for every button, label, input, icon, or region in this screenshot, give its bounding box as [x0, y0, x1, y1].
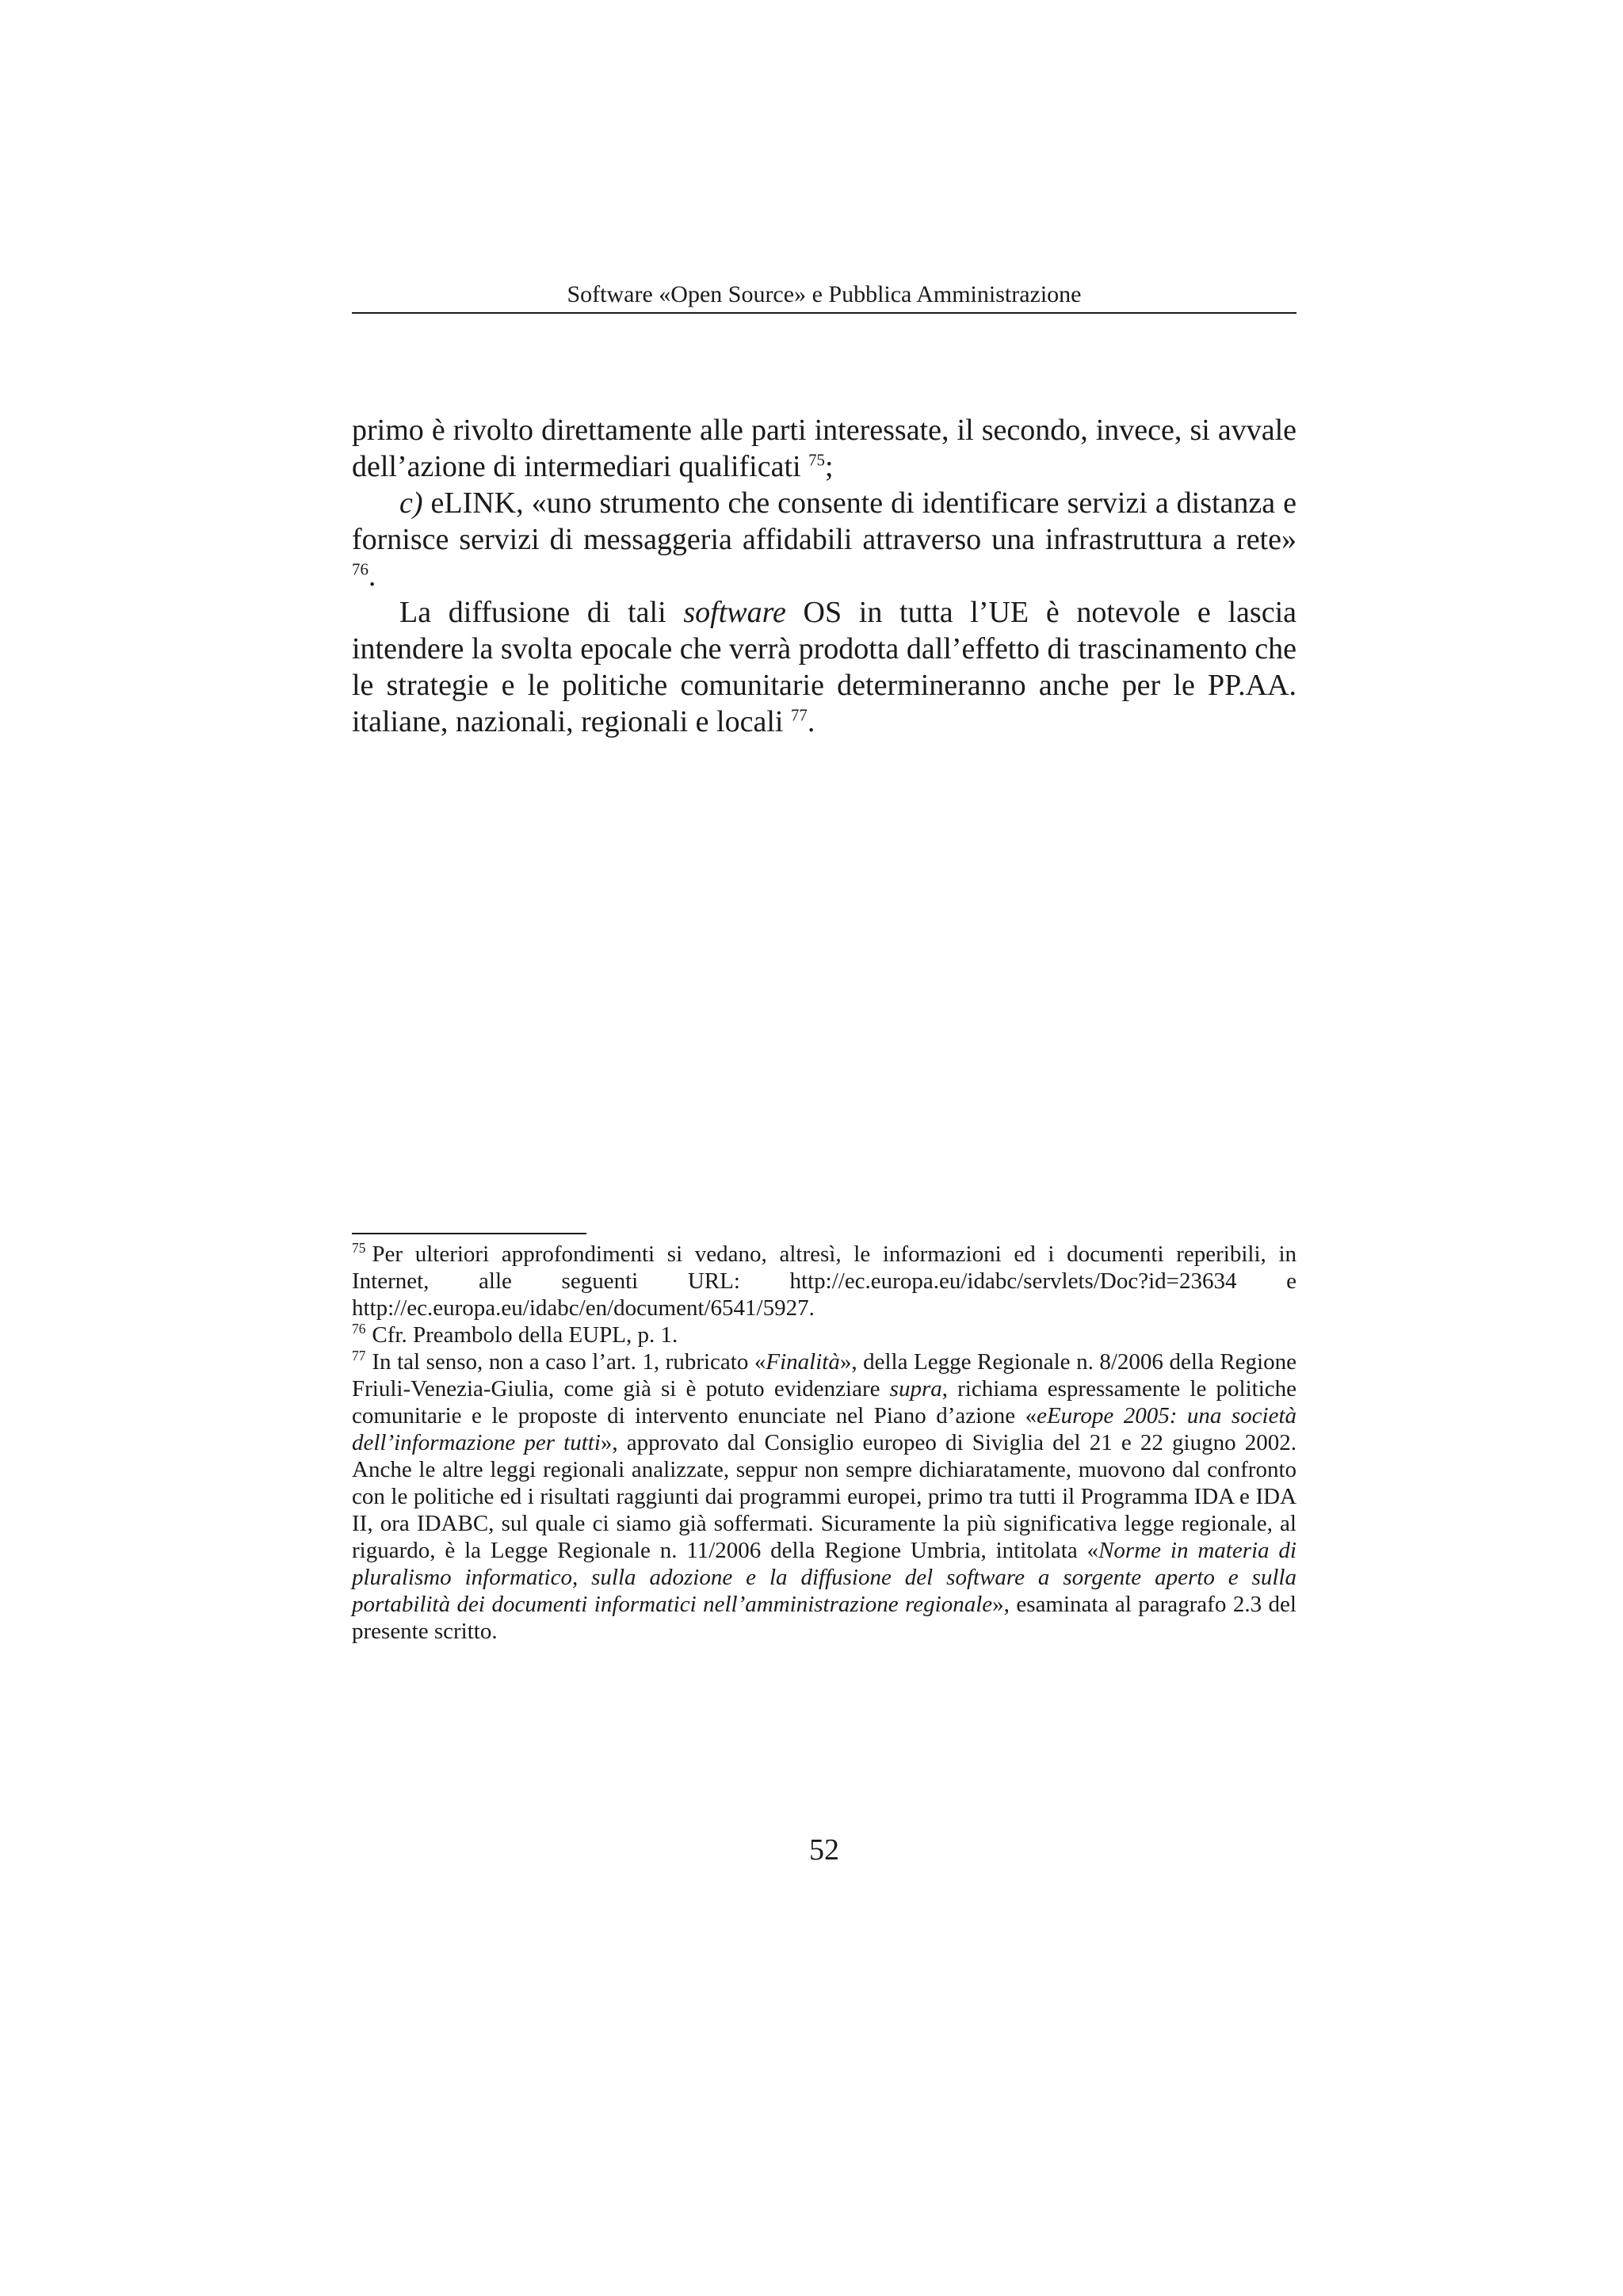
footnote-77: [352, 1348, 1296, 1645]
paragraph-3: [352, 594, 1296, 740]
running-header: Software «Open Source» e Pubblica Amministrazione: [567, 281, 1082, 307]
paragraph-2-tail: .: [368, 559, 376, 593]
paragraph-1: [352, 412, 1296, 485]
footnote-ref-75: 75: [808, 450, 825, 470]
paragraph-3-tail: .: [807, 705, 815, 738]
footnote-text: Per ulteriori approfondimenti si vedano, altresì, le informazioni ed i documenti reperibili, in Internet, alle seguenti URL: http://ec.europa.eu/idabc/servlets/Doc?id=23634 e http://ec.europa.eu/idabc/en/document/6541/5927.: [352, 1241, 1296, 1321]
page-number: 52: [809, 1833, 839, 1867]
footnote-text: In tal senso, non a caso l’art. 1, rubricato «: [372, 1349, 766, 1375]
footnotes: [352, 1241, 1296, 1645]
paragraph-1-tail: ;: [824, 450, 834, 483]
footnote-separator: [352, 1233, 586, 1234]
footnote-ref-76: 76: [352, 559, 369, 579]
footnote-italic: eEurope 2005: una società dell’informazione per tutti: [352, 1403, 1297, 1455]
footnote-ref-77: 77: [790, 705, 808, 725]
footnote-text: », della Legge Regionale n. 8/2006 della Regione Friuli-Venezia-Giulia, come già si è potuto evidenziare: [352, 1349, 1296, 1402]
paragraph-2: [352, 485, 1296, 594]
paragraph-3-italic: software: [683, 596, 786, 629]
header-rule: [352, 312, 1296, 314]
footnote-number: 75: [352, 1240, 366, 1257]
footnote-76: [352, 1322, 1296, 1348]
footnote-italic: Norme in materia di pluralismo informatico, sulla adozione e la diffusione del software a sorgente aperto e sulla portabilità dei documenti informatici nell’amministrazione regionale: [352, 1538, 1296, 1617]
paragraph-2-text: eLINK, «uno strumento che consente di identificare servizi a distanza e fornisce servizi di messaggeria affidabili attraverso una infrastruttura a rete»: [352, 486, 1296, 556]
footnote-text: Cfr. Preambolo della EUPL, p. 1.: [372, 1322, 678, 1348]
footnote-75: [352, 1241, 1296, 1322]
footnote-italic: Finalità: [766, 1349, 840, 1375]
list-label-c: c): [399, 486, 423, 520]
main-text: [352, 412, 1296, 740]
footnote-text: », esaminata al paragrafo 2.3 del presente scritto.: [352, 1592, 1296, 1644]
paragraph-1-text: primo è rivolto direttamente alle parti interessate, il secondo, invece, si avvale dell’azione di intermediari qualificati: [352, 414, 1296, 483]
footnote-number: 77: [352, 1348, 366, 1364]
footnote-italic: supra: [889, 1376, 942, 1402]
footnote-text: , richiama espressamente le politiche comunitarie e le proposte di intervento enunciate nel Piano d’azione «: [352, 1376, 1296, 1428]
footnote-number: 76: [352, 1321, 366, 1337]
paragraph-3-text-a: La diffusione di tali: [399, 596, 684, 629]
paragraph-3-text-b: OS in tutta l’UE è notevole e lascia intendere la svolta epocale che verrà prodotta dall’effetto di trascinamento che le strategie e le politiche comunitarie determineranno anche per le PP.AA. italiane, nazionali, regionali e locali: [352, 596, 1296, 738]
footnote-text: », approvato dal Consiglio europeo di Siviglia del 21 e 22 giugno 2002. Anche le altre leggi regionali analizzate, seppur non sempre dichiaratamente, muovono dal confronto con le politiche ed i risultati raggiunti dai programmi europei, primo tra tutti il Programma IDA e IDA II, ora IDABC, sul quale ci siamo già soffermati. Sicuramente la più significativa legge regionale, al riguardo, è la Legge Regionale n. 11/2006 della Regione Umbria, intitolata «: [352, 1430, 1296, 1563]
